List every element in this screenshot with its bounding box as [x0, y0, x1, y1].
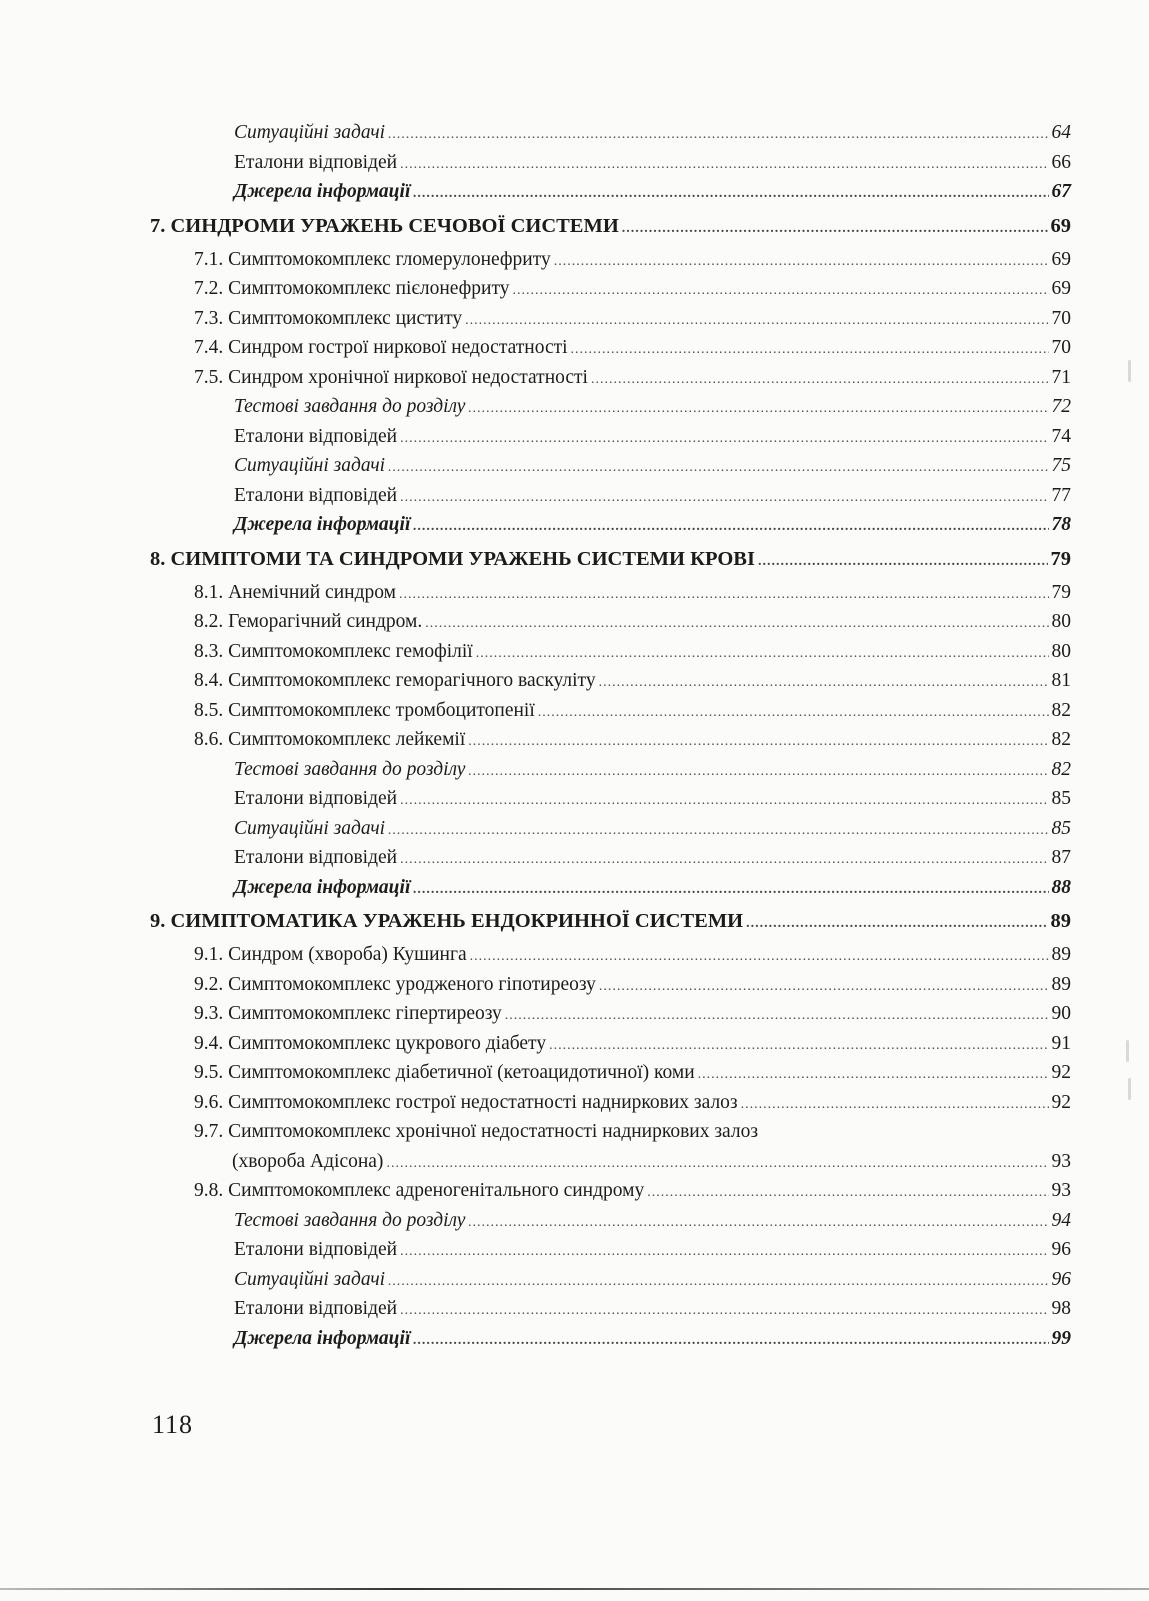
dot-leader: [758, 543, 1048, 581]
toc-entry: [150, 1147, 1071, 1177]
toc-entry: [150, 1117, 1071, 1147]
toc-entry-page: 91: [1051, 1032, 1071, 1054]
bottom-edge-line: [0, 1588, 1149, 1590]
toc-entry-page: 67: [1051, 181, 1071, 202]
dot-leader: [388, 816, 1048, 846]
dot-leader: [647, 1178, 1048, 1208]
toc-entry-title: 9.4. Симптомокомплекс цукрового діабету: [194, 1032, 547, 1054]
toc-entry-title: 7.3. Симптомокомплекс циститу: [194, 307, 463, 329]
toc-entry-page: 78: [1051, 514, 1071, 535]
toc-entry-title: Тестові завдання до розділу: [234, 758, 466, 780]
toc-entry-page: 85: [1051, 817, 1071, 839]
toc-entry-title: Еталони відповідей: [234, 151, 398, 173]
toc-entry: [150, 177, 1071, 207]
dot-leader: [622, 210, 1048, 248]
dot-leader: [388, 453, 1048, 483]
toc-entry-title: 7.2. Симптомокомплекс пієлонефриту: [194, 278, 510, 299]
toc-entry-title: Еталони відповідей: [234, 484, 398, 506]
dot-leader: [571, 335, 1049, 365]
toc-entry-title: Джерела інформації: [234, 876, 411, 898]
toc-entry-page: 80: [1051, 640, 1071, 662]
toc-entry-title: Ситуаційні задачі: [234, 1268, 386, 1290]
toc-entry-title: 9.8. Симптомокомплекс адреногенітального синдрому: [194, 1180, 645, 1201]
toc-entry-page: 89: [1050, 910, 1071, 932]
toc-entry-title: (хвороба Адісона): [232, 1150, 384, 1172]
toc-entry-page: 87: [1051, 847, 1071, 868]
toc-entry-title: 9. СИМПТОМАТИКА УРАЖЕНЬ ЕНДОКРИННОЇ СИСТЕМИ: [150, 910, 744, 932]
toc-entry-title: 8.3. Симптомокомплекс гемофілії: [194, 640, 473, 662]
toc-entry-page: 64: [1051, 122, 1071, 143]
toc-entry-title: Ситуаційні задачі: [234, 455, 386, 476]
dot-leader: [470, 942, 1049, 972]
toc-entry-title: Ситуаційні задачі: [234, 817, 386, 839]
toc-entry-page: 99: [1051, 1327, 1071, 1349]
toc-entry-title: Еталони відповідей: [234, 425, 398, 447]
toc-entry-page: 93: [1051, 1150, 1071, 1172]
toc-entry: [150, 784, 1071, 814]
toc-entry-page: 82: [1051, 758, 1071, 780]
dot-leader: [400, 845, 1048, 875]
dot-leader: [399, 580, 1049, 610]
toc-entry: [150, 873, 1071, 903]
dot-leader: [468, 1208, 1048, 1238]
scan-mark: [1128, 1078, 1131, 1100]
toc-entry-title: 8.2. Геморагічний синдром.: [194, 611, 423, 632]
dot-leader: [746, 905, 1047, 943]
dot-leader: [698, 1060, 1049, 1090]
toc-entry-page: 96: [1051, 1239, 1071, 1260]
dot-leader: [386, 1149, 1048, 1179]
toc-entry-title: 7.5. Синдром хронічної ниркової недостатності: [194, 366, 588, 388]
toc-entry-page: 92: [1051, 1091, 1071, 1113]
toc-entry-title: 8.1. Анемічний синдром: [194, 581, 396, 603]
toc-entry-page: 89: [1051, 973, 1071, 995]
dot-leader: [468, 727, 1048, 757]
toc-entry-title: Джерела інформації: [234, 181, 411, 202]
toc-entry-title: 9.7. Симптомокомплекс хронічної недостатності надниркових залоз: [194, 1121, 759, 1142]
dot-leader: [400, 786, 1048, 816]
scan-mark: [1128, 360, 1131, 382]
dot-leader: [413, 179, 1048, 209]
toc-entry-title: 8.4. Симптомокомплекс геморагічного васкуліту: [194, 670, 596, 691]
dot-leader: [465, 306, 1048, 336]
toc-entry: [150, 1058, 1071, 1088]
toc-entry-page: 93: [1051, 1180, 1071, 1201]
toc-entry: [150, 481, 1071, 511]
dot-leader: [554, 247, 1049, 277]
toc-entry-title: Тестові завдання до розділу: [234, 396, 466, 417]
toc-entry: [150, 607, 1071, 637]
toc-entry: [150, 578, 1071, 608]
toc-entry-page: 98: [1051, 1298, 1071, 1319]
toc-entry-page: 80: [1051, 611, 1071, 632]
dot-leader: [549, 1031, 1048, 1061]
toc-entry: [150, 637, 1071, 667]
toc-entry-title: Ситуаційні задачі: [234, 122, 386, 143]
toc-entry-page: 69: [1050, 214, 1071, 237]
toc-entry-page: 74: [1051, 425, 1071, 447]
dot-leader: [400, 1296, 1048, 1326]
toc-entry-title: Тестові завдання до розділу: [234, 1209, 466, 1231]
toc-entry-title: 9.5. Симптомокомплекс діабетичної (кетоацидотичної) коми: [194, 1062, 695, 1083]
toc-entry-page: 69: [1051, 278, 1071, 299]
toc-entry: [150, 1294, 1071, 1324]
toc-entry-page: 71: [1051, 366, 1071, 388]
dot-leader: [591, 365, 1049, 395]
toc-entry-title: Еталони відповідей: [234, 847, 398, 868]
toc-entry-page: 90: [1051, 1003, 1071, 1024]
toc-entry: [150, 755, 1071, 785]
toc-entry-page: 92: [1051, 1062, 1071, 1083]
dot-leader: [513, 276, 1049, 306]
toc-entry-title: 9.6. Симптомокомплекс гострої недостатності надниркових залоз: [194, 1091, 738, 1113]
toc-entry-title: 8.5. Симптомокомплекс тромбоцитопенії: [194, 699, 535, 721]
toc-entry-title: 7.1. Симптомокомплекс гломерулонефриту: [194, 248, 551, 270]
toc-entry-page: 79: [1050, 547, 1071, 570]
dot-leader: [741, 1090, 1049, 1120]
toc-entry: [150, 245, 1071, 275]
toc-entry-title: 7.4. Синдром гострої ниркової недостатності: [194, 337, 568, 358]
toc-entry-page: 88: [1051, 876, 1071, 898]
toc-entry-title: 9.1. Синдром (хвороба) Кушинга: [194, 944, 467, 965]
toc-entry-title: 8.6. Симптомокомплекс лейкемії: [194, 729, 466, 750]
toc-entry-title: Еталони відповідей: [234, 1239, 398, 1260]
dot-leader: [476, 639, 1049, 669]
dot-leader: [599, 668, 1049, 698]
toc-entry: [150, 940, 1071, 970]
dot-leader: [425, 609, 1048, 639]
toc-chapter-entry: [150, 207, 1071, 245]
toc-entry-title: 7. СИНДРОМИ УРАЖЕНЬ СЕЧОВОЇ СИСТЕМИ: [150, 214, 619, 237]
toc-entry: [150, 843, 1071, 873]
dot-leader: [599, 972, 1049, 1002]
toc-entry: [150, 1088, 1071, 1118]
toc-entry: [150, 422, 1071, 452]
dot-leader: [388, 1267, 1048, 1297]
toc-entry-page: 82: [1051, 699, 1071, 721]
dot-leader: [468, 394, 1048, 424]
toc-entry: [150, 814, 1071, 844]
toc-entry-page: 79: [1051, 581, 1071, 603]
toc-entry: [150, 148, 1071, 178]
toc-entry-page: 85: [1051, 788, 1071, 809]
toc-entry: [150, 1265, 1071, 1295]
toc-entry: [150, 274, 1071, 304]
toc-entry-title: Джерела інформації: [234, 1327, 411, 1349]
toc-entry: [150, 118, 1071, 148]
toc-entry: [150, 999, 1071, 1029]
dot-leader: [400, 150, 1048, 180]
toc-entry-page: 82: [1051, 729, 1071, 750]
toc-entry: [150, 333, 1071, 363]
dot-leader: [400, 424, 1048, 454]
toc-entry-page: 77: [1051, 484, 1071, 506]
toc-entry-page: 96: [1051, 1268, 1071, 1290]
toc-entry-page: 89: [1051, 944, 1071, 965]
toc-entry: [150, 725, 1071, 755]
toc-entry: [150, 392, 1071, 422]
toc-entry-page: 72: [1051, 396, 1071, 417]
toc-entry: [150, 363, 1071, 393]
scan-mark: [1126, 1040, 1129, 1062]
toc-entry: [150, 451, 1071, 481]
toc-entry: [150, 1324, 1071, 1354]
dot-leader: [413, 512, 1048, 542]
dot-leader: [388, 120, 1048, 150]
dot-leader: [538, 698, 1049, 728]
dot-leader: [468, 757, 1048, 787]
toc-entry: [150, 1235, 1071, 1265]
toc-entry: [150, 970, 1071, 1000]
toc-entry-page: 70: [1051, 307, 1071, 329]
toc-entry-title: 8. СИМПТОМИ ТА СИНДРОМИ УРАЖЕНЬ СИСТЕМИ КРОВІ: [150, 547, 755, 570]
toc-entry: [150, 1176, 1071, 1206]
toc-entry: [150, 666, 1071, 696]
dot-leader: [400, 483, 1048, 513]
page-number: 118: [152, 1410, 194, 1439]
dot-leader: [505, 1001, 1049, 1031]
toc-entry-title: Джерела інформації: [234, 514, 411, 535]
toc-entry-title: Еталони відповідей: [234, 788, 398, 809]
toc-entry: [150, 696, 1071, 726]
dot-leader: [400, 1237, 1048, 1267]
toc-entry: [150, 510, 1071, 540]
toc-entry: [150, 1029, 1071, 1059]
toc-entry: [150, 1206, 1071, 1236]
toc-entry-page: 70: [1051, 337, 1071, 358]
toc-entry-page: 66: [1051, 151, 1071, 173]
toc-entry-title: 9.2. Симптомокомплекс уродженого гіпотиреозу: [194, 973, 596, 995]
toc-entry-title: 9.3. Симптомокомплекс гіпертиреозу: [194, 1003, 502, 1024]
toc-entry: [150, 304, 1071, 334]
toc-chapter-entry: [150, 540, 1071, 578]
toc-entry-page: 81: [1051, 670, 1071, 691]
toc-entry-page: 69: [1051, 248, 1071, 270]
toc-chapter-entry: [150, 902, 1071, 940]
toc-entry-page: 75: [1051, 455, 1071, 476]
table-of-contents: [150, 118, 1071, 1353]
dot-leader: [413, 1326, 1048, 1356]
dot-leader: [413, 875, 1048, 905]
toc-entry-title: Еталони відповідей: [234, 1298, 398, 1319]
toc-entry-page: 94: [1051, 1209, 1071, 1231]
